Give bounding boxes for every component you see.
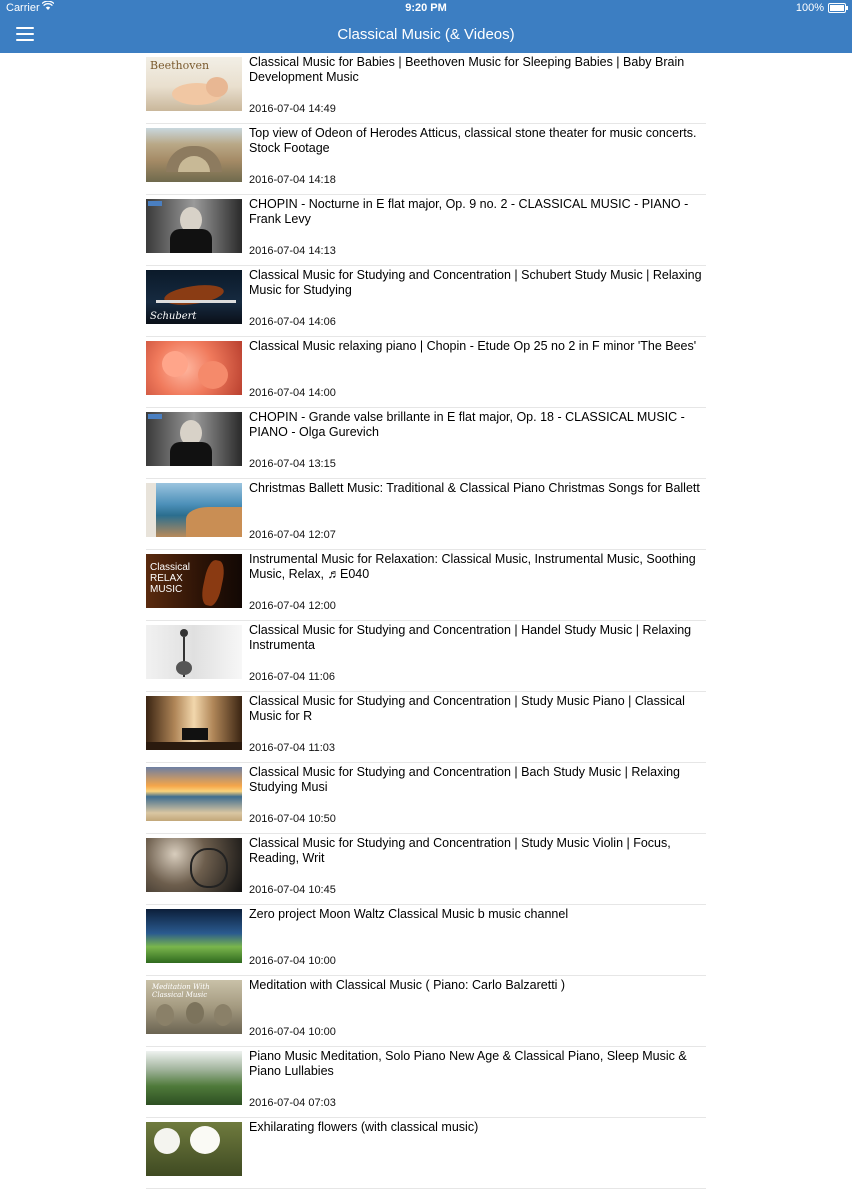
video-date: 2016-07-04 14:13 [249,245,336,257]
video-title[interactable]: CHOPIN - Grande valse brillante in E flat major, Op. 18 - CLASSICAL MUSIC - PIANO - Olga Gurevich [249,410,685,439]
list-item[interactable] [146,1047,706,1118]
page-title: Classical Music (& Videos) [337,26,515,43]
video-date: 2016-07-04 14:18 [249,174,336,186]
thumbnail-caption: Classical RELAX MUSIC [150,562,191,595]
video-title[interactable]: Instrumental Music for Relaxation: Classical Music, Instrumental Music, Soothing Music, Relax, ♬E040 [249,552,696,581]
video-title[interactable]: Piano Music Meditation, Solo Piano New Age & Classical Piano, Sleep Music & Piano Lullabies [249,1049,687,1078]
list-item[interactable] [146,905,706,976]
list-item[interactable] [146,692,706,763]
list-item[interactable] [146,124,706,195]
video-title[interactable]: Classical Music for Babies | Beethoven Music for Sleeping Babies | Baby Brain Development Music [249,55,685,84]
navigation-bar [0,0,852,53]
carrier-label: Carrier [6,2,40,14]
list-item[interactable] [146,195,706,266]
video-thumbnail[interactable] [146,1122,242,1176]
video-thumbnail[interactable] [146,838,242,892]
video-title[interactable]: Classical Music for Studying and Concentration | Study Music Violin | Focus, Reading, Writ [249,836,671,865]
list-item[interactable] [146,1118,706,1189]
status-time: 9:20 PM [405,2,447,14]
video-thumbnail[interactable] [146,909,242,963]
video-title[interactable]: CHOPIN - Nocturne in E flat major, Op. 9 no. 2 - CLASSICAL MUSIC - PIANO - Frank Levy [249,197,689,226]
video-date: 2016-07-04 10:50 [249,813,336,825]
video-date: 2016-07-04 14:49 [249,103,336,115]
video-thumbnail[interactable] [146,57,242,111]
video-title[interactable]: Classical Music for Studying and Concentration | Handel Study Music | Relaxing Instrumenta [249,623,692,652]
thumbnail-caption: Schubert [150,311,197,322]
video-date: 2016-07-04 10:00 [249,955,336,967]
video-thumbnail[interactable] [146,128,242,182]
video-title[interactable]: Classical Music for Studying and Concentration | Bach Study Music | Relaxing Studying Musi [249,765,680,794]
list-item[interactable] [146,266,706,337]
video-list[interactable] [146,53,706,1189]
video-date: 2016-07-04 07:03 [249,1097,336,1109]
video-title[interactable]: Exhilarating flowers (with classical music) [249,1120,479,1134]
status-bar [0,0,852,18]
list-item[interactable] [146,763,706,834]
video-thumbnail[interactable] [146,767,242,821]
video-date: 2016-07-04 10:45 [249,884,336,896]
video-title[interactable]: Zero project Moon Waltz Classical Music b music channel [249,907,569,921]
video-thumbnail[interactable] [146,412,242,466]
video-date: 2016-07-04 14:06 [249,316,336,328]
video-date: 2016-07-04 11:06 [249,671,336,683]
list-item[interactable] [146,621,706,692]
list-item[interactable] [146,337,706,408]
video-thumbnail[interactable] [146,341,242,395]
video-date: 2016-07-04 14:00 [249,387,336,399]
video-thumbnail[interactable] [146,483,242,537]
video-date: 2016-07-04 12:07 [249,529,336,541]
thumbnail-caption: Meditation With Classical Music [152,983,210,999]
list-item[interactable] [146,479,706,550]
video-date: 2016-07-04 10:00 [249,1026,336,1038]
video-thumbnail[interactable] [146,270,242,324]
list-item[interactable] [146,976,706,1047]
video-title[interactable]: Classical Music for Studying and Concentration | Study Music Piano | Classical Music for R [249,694,685,723]
video-thumbnail[interactable] [146,199,242,253]
video-date: 2016-07-04 13:15 [249,458,336,470]
video-title[interactable]: Meditation with Classical Music ( Piano: Carlo Balzaretti ) [249,978,566,992]
list-item[interactable] [146,408,706,479]
video-thumbnail[interactable] [146,1051,242,1105]
video-thumbnail[interactable] [146,625,242,679]
video-date: 2016-07-04 11:03 [249,742,336,754]
list-item[interactable] [146,53,706,124]
video-title[interactable]: Christmas Ballett Music: Traditional & Classical Piano Christmas Songs for Ballett [249,481,700,495]
battery-percent: 100% [795,2,824,14]
list-item[interactable] [146,550,706,621]
video-title[interactable]: Classical Music relaxing piano | Chopin - Etude Op 25 no 2 in F minor 'The Bees' [249,339,697,353]
video-title[interactable]: Classical Music for Studying and Concentration | Schubert Study Music | Relaxing Music for Studying [249,268,702,297]
list-item[interactable] [146,834,706,905]
battery-icon [828,3,846,13]
video-thumbnail[interactable] [146,980,242,1034]
video-thumbnail[interactable] [146,554,242,608]
video-date: 2016-07-04 12:00 [249,600,336,612]
video-thumbnail[interactable] [146,696,242,750]
thumbnail-caption: Beethoven [150,59,210,72]
video-title[interactable]: Top view of Odeon of Herodes Atticus, classical stone theater for music concerts. Stock Footage [249,126,697,155]
